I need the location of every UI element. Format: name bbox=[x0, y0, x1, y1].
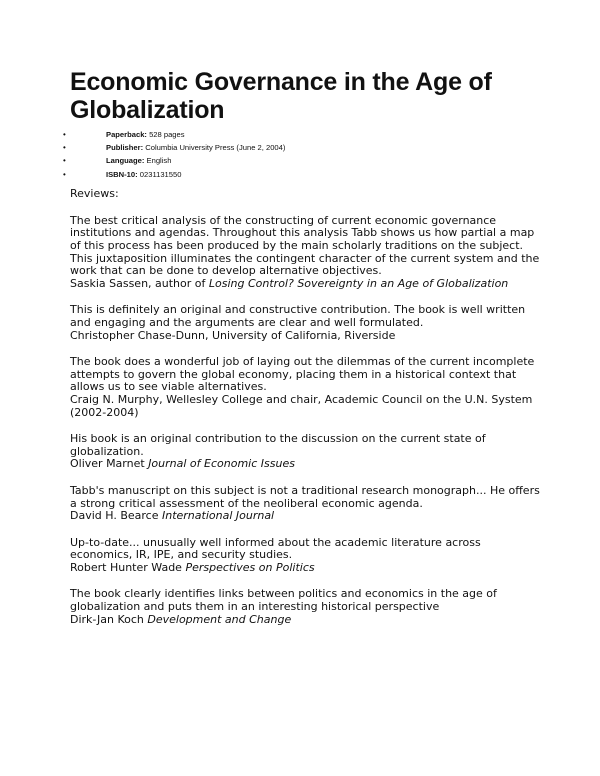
detail-label: Paperback: bbox=[106, 130, 147, 139]
bullet-icon: • bbox=[63, 143, 66, 153]
review-attribution bbox=[70, 614, 540, 627]
detail-label: ISBN-10: bbox=[106, 169, 138, 179]
detail-value: 528 pages bbox=[149, 130, 185, 139]
review-1 bbox=[70, 215, 540, 291]
review-5 bbox=[70, 485, 540, 523]
bullet-icon: • bbox=[63, 169, 66, 179]
review-3 bbox=[70, 356, 540, 419]
review-author: Dirk-Jan Koch bbox=[70, 612, 144, 626]
detail-language bbox=[63, 154, 540, 167]
review-text: The book does a wonderful job of laying out the dilemmas of the current incomplete attempts to govern the global economy, placing them in a historical context that allows us to see viable alternatives. bbox=[70, 355, 535, 394]
review-author: Craig N. Murphy, Wellesley College and chair, Academic Council on the U.N. System (2002-2004) bbox=[70, 392, 533, 419]
review-source: Losing Control? Sovereignty in an Age of Globalization bbox=[208, 276, 509, 290]
review-author: David H. Bearce bbox=[70, 509, 159, 523]
detail-isbn bbox=[63, 168, 540, 181]
detail-publisher bbox=[63, 141, 540, 154]
review-text: The best critical analysis of the constructing of current economic governance institutions and agendas. Throughout this analysis Tabb shows us how partial a map of this process has been produced by the main scholarly traditions on the subject. This juxtaposition illuminates the contingent character of the current system and the work that can be done to develop alternative objectives. bbox=[70, 213, 540, 278]
review-text: Tabb's manuscript on this subject is not a traditional research monograph... He offers a strong critical assessment of the neoliberal economic agenda. bbox=[70, 483, 540, 510]
detail-value: English bbox=[146, 156, 172, 166]
detail-paperback bbox=[63, 128, 540, 141]
document-page bbox=[63, 68, 540, 626]
book-title: Economic Governance in the Age of Globalization bbox=[70, 68, 492, 124]
review-4 bbox=[70, 433, 540, 471]
review-source: Journal of Economic Issues bbox=[148, 457, 295, 471]
book-details-list bbox=[63, 128, 540, 181]
detail-value: Columbia University Press (June 2, 2004) bbox=[145, 143, 286, 153]
review-author: Oliver Marnet bbox=[70, 457, 145, 471]
review-source: Development and Change bbox=[147, 612, 292, 626]
detail-value: 0231131550 bbox=[139, 169, 182, 179]
review-author: Christopher Chase-Dunn, University of California, Riverside bbox=[70, 328, 396, 342]
review-attribution bbox=[70, 562, 540, 575]
review-attribution bbox=[70, 458, 540, 471]
review-text: This is definitely an original and constructive contribution. The book is well written and engaging and the arguments are clear and well formulated. bbox=[70, 303, 526, 329]
detail-label: Publisher: bbox=[106, 143, 144, 153]
detail-label: Language: bbox=[106, 156, 145, 166]
review-attribution bbox=[70, 330, 540, 343]
review-6 bbox=[70, 537, 540, 575]
reviews-heading: Reviews: bbox=[70, 186, 119, 200]
bullet-icon: • bbox=[63, 130, 66, 139]
review-text: His book is an original contribution to the discussion on the current state of globalization. bbox=[70, 432, 486, 458]
review-source: International Journal bbox=[161, 509, 275, 523]
review-7 bbox=[70, 588, 540, 626]
review-attribution bbox=[70, 278, 540, 291]
review-source: Perspectives on Politics bbox=[185, 560, 315, 574]
review-author: Saskia Sassen, author of bbox=[70, 276, 206, 290]
bullet-icon: • bbox=[63, 156, 66, 166]
review-2 bbox=[70, 304, 540, 342]
review-attribution bbox=[70, 510, 540, 523]
review-text: The book clearly identifies links between politics and economics in the age of globalization and puts them in an interesting historical perspective bbox=[70, 587, 497, 614]
review-attribution bbox=[70, 394, 540, 419]
review-author: Robert Hunter Wade bbox=[70, 560, 182, 574]
review-text: Up-to-date... unusually well informed about the academic literature across economics, IR, IPE, and security studies. bbox=[70, 535, 481, 562]
